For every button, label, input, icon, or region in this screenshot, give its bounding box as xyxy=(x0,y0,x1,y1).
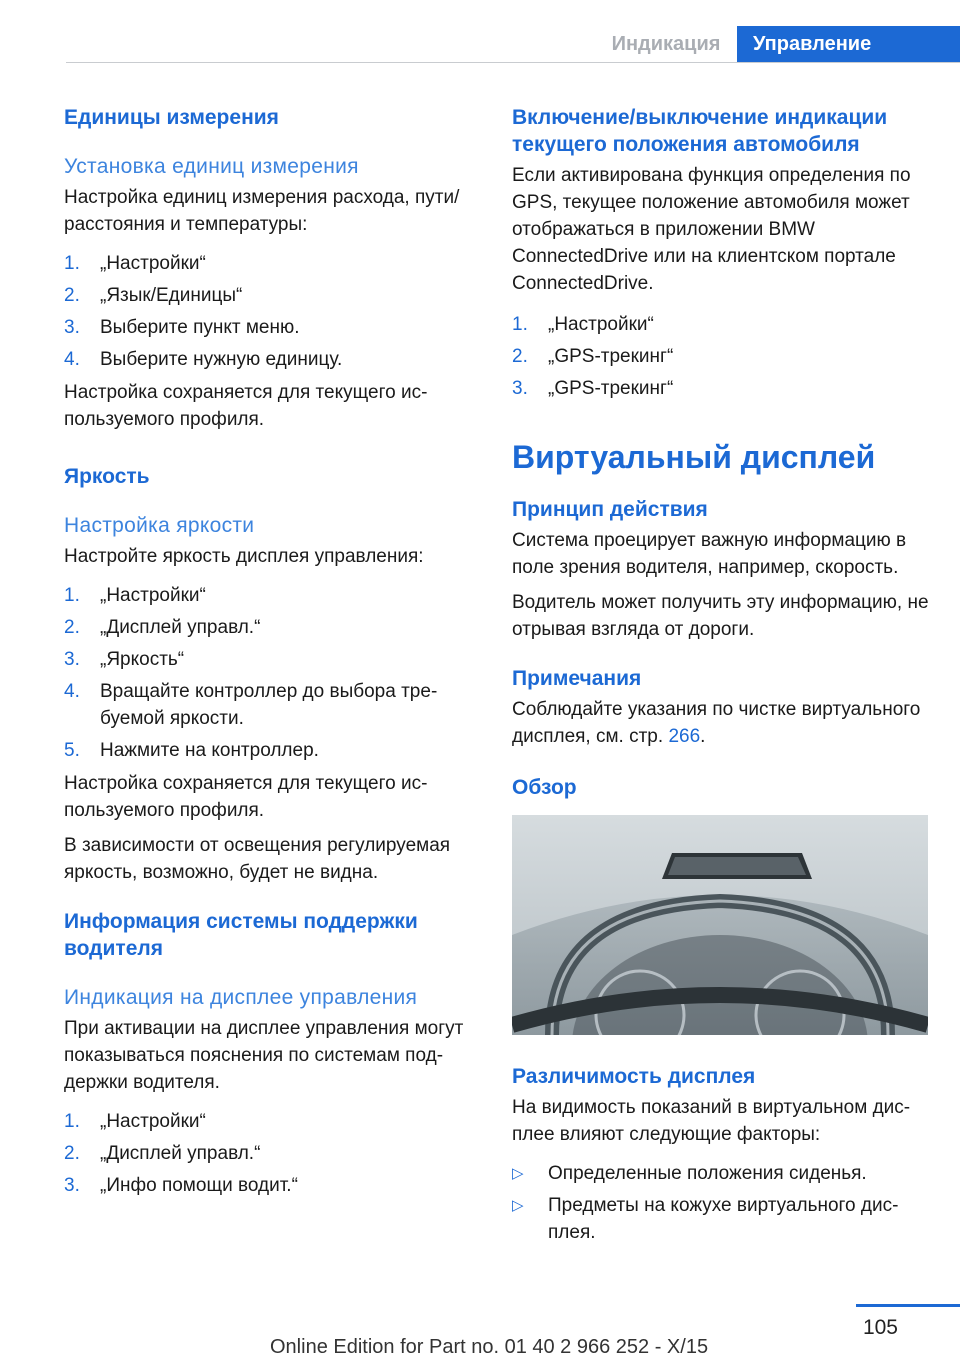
list-item xyxy=(64,614,476,641)
notes-text-wrap: Соблюдайте указания по чистке виртуального дисплея, см. стр. 266. xyxy=(512,699,921,747)
step-text: „Яркость“ xyxy=(100,649,185,670)
right-column xyxy=(512,96,932,1246)
list-item xyxy=(64,1140,476,1167)
assist-subtitle: Индикация на дисплее управления xyxy=(64,986,418,1009)
step-text: „Настройки“ xyxy=(100,585,206,606)
units-steps xyxy=(64,250,476,373)
list-item xyxy=(512,1160,932,1187)
edition-footer: Online Edition for Part no. 01 40 2 966 252 - X/15 xyxy=(270,1336,709,1358)
brightness-note-1: Настройка сохраняется для текущего используемого профиля. xyxy=(64,773,428,821)
hud-title: Виртуальный дисплей xyxy=(512,439,876,475)
brightness-note-2: В зависимости от освещения регулируемая яркость, возможно, будет не видна. xyxy=(64,835,451,883)
brightness-subtitle: Настройка яркости xyxy=(64,514,255,537)
page-reference-link[interactable]: 266 xyxy=(668,726,701,747)
notes-title: Примечания xyxy=(512,667,642,690)
visibility-list xyxy=(512,1160,932,1246)
step-number: 3. xyxy=(64,649,80,670)
overview-title: Обзор xyxy=(512,776,577,799)
gps-title: Включение/выключение индикации текущего положения автомобиля xyxy=(512,106,888,156)
brightness-steps xyxy=(64,582,476,764)
step-number: 2. xyxy=(64,285,80,306)
visibility-text: На видимость показаний в виртуальном дисплее влияют следующие факторы: xyxy=(512,1097,911,1145)
step-text: Вращайте контроллер до выбора требуемой яркости. xyxy=(100,681,438,729)
units-note: Настройка сохраняется для текущего используемого профиля. xyxy=(64,382,428,430)
step-text: „Дисплей управл.“ xyxy=(100,1143,261,1164)
page-number: 105 xyxy=(862,1316,898,1339)
principle-title: Принцип действия xyxy=(512,498,708,521)
gps-steps xyxy=(512,311,932,402)
step-number: 2. xyxy=(64,1143,80,1164)
step-number: 1. xyxy=(64,253,80,274)
visibility-title: Различимость дисплея xyxy=(512,1065,756,1088)
notes-text: Соблюдайте указания по чистке виртуального дисплея, см. стр. xyxy=(512,699,921,747)
hud-overview-photo xyxy=(512,815,928,1035)
step-number: 3. xyxy=(64,317,80,338)
list-item xyxy=(64,1108,476,1135)
step-number: 4. xyxy=(64,349,80,370)
left-column xyxy=(64,96,476,1199)
header-rule xyxy=(66,62,960,63)
step-number: 3. xyxy=(64,1175,80,1196)
header-tab-indication[interactable]: Индикация xyxy=(611,33,721,55)
list-item xyxy=(64,646,476,673)
list-item xyxy=(64,346,476,373)
step-number: 1. xyxy=(64,1111,80,1132)
list-item xyxy=(64,678,476,732)
step-text: Выберите пункт меню. xyxy=(100,317,300,338)
gps-text: Если активирована функция определения по GPS, текущее положение автомобиля может отображаться в приложении BMW ConnectedDrive или на клиентском портале ConnectedDrive. xyxy=(512,165,911,294)
principle-text-1: Система проецирует важную информацию в поле зрения водителя, например, скорость. xyxy=(512,530,907,578)
units-title: Единицы измерения xyxy=(64,106,279,129)
step-number: 1. xyxy=(512,314,528,335)
step-number: 2. xyxy=(64,617,80,638)
brightness-text: Настройте яркость дисплея управления: xyxy=(64,546,424,567)
assist-steps xyxy=(64,1108,476,1199)
principle-text-2: Водитель может получить эту информацию, не отрывая взгляда от дороги. xyxy=(512,592,929,640)
step-text: Выберите нужную единицу. xyxy=(100,349,343,370)
list-item xyxy=(64,282,476,309)
page-number-rule xyxy=(856,1304,960,1307)
step-number: 4. xyxy=(64,681,80,702)
list-item xyxy=(512,311,932,338)
step-text: „GPS-трекинг“ xyxy=(548,346,674,367)
list-item xyxy=(64,737,476,764)
step-number: 2. xyxy=(512,346,528,367)
step-text: Нажмите на контроллер. xyxy=(100,740,319,761)
triangle-bullet-icon: ▷ xyxy=(512,1165,524,1182)
item-text: Определенные положения сиденья. xyxy=(548,1163,867,1184)
step-number: 5. xyxy=(64,740,80,761)
list-item xyxy=(64,582,476,609)
triangle-bullet-icon: ▷ xyxy=(512,1197,524,1214)
step-text: „Настройки“ xyxy=(548,314,654,335)
units-text: Настройка единиц измерения расхода, пути/расстояния и температуры: xyxy=(64,187,460,235)
list-item xyxy=(64,250,476,277)
step-text: „Инфо помощи водит.“ xyxy=(100,1175,298,1196)
list-item xyxy=(64,1172,476,1199)
header-tab-control[interactable]: Управление xyxy=(737,26,960,62)
assist-title: Информация системы поддержки водителя xyxy=(64,910,418,960)
item-text: Предметы на кожухе виртуального дисплея. xyxy=(548,1195,899,1243)
list-item xyxy=(512,375,932,402)
step-text: „Настройки“ xyxy=(100,253,206,274)
units-subtitle: Установка единиц измерения xyxy=(64,155,359,178)
step-text: „Язык/Единицы“ xyxy=(100,285,243,306)
brightness-title: Яркость xyxy=(64,465,150,488)
list-item xyxy=(512,343,932,370)
step-number: 3. xyxy=(512,378,528,399)
step-number: 1. xyxy=(64,585,80,606)
step-text: „Дисплей управл.“ xyxy=(100,617,261,638)
list-item xyxy=(512,1192,932,1246)
step-text: „GPS-трекинг“ xyxy=(548,378,674,399)
list-item xyxy=(64,314,476,341)
assist-text: При активации на дисплее управления могут показываться пояснения по системам поддержки водителя. xyxy=(64,1018,464,1093)
step-text: „Настройки“ xyxy=(100,1111,206,1132)
